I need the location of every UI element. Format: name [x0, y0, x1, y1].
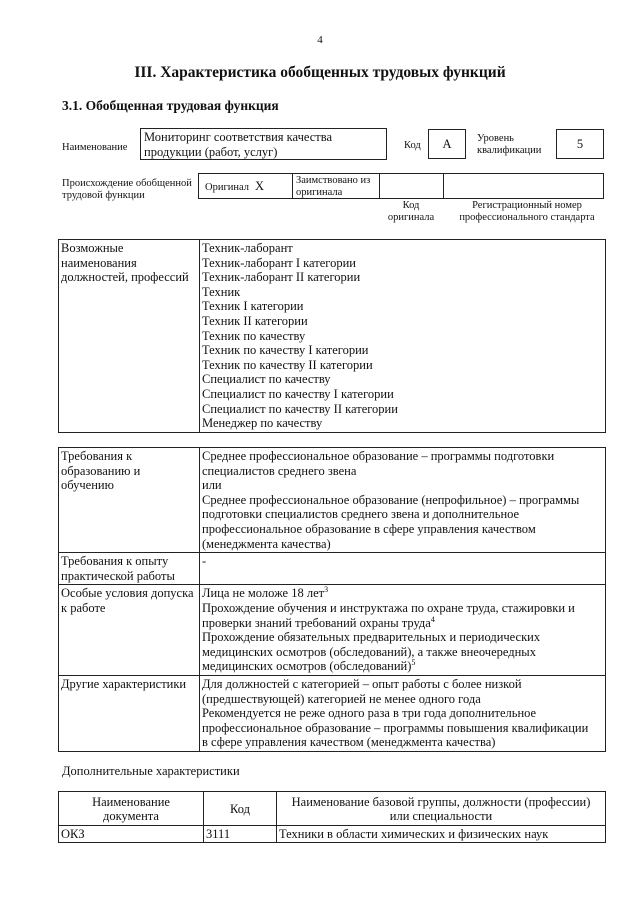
special-label-line: Особые условия допуска — [61, 586, 194, 601]
additional-header-row — [59, 792, 606, 826]
special-conditions-row — [59, 585, 606, 676]
other-value-cell — [200, 675, 606, 751]
position-item: Специалист по качеству I категории — [202, 386, 394, 401]
education-line: подготовки специалистов среднего звена и дополнительное — [202, 507, 520, 522]
other-line: Рекомендуется не реже одного раза в три года дополнительное — [202, 706, 537, 721]
origin-label — [62, 178, 192, 202]
origin-divider-1 — [292, 174, 294, 198]
special-line — [202, 659, 603, 674]
code-value-box: А — [428, 129, 466, 159]
position-item: Специалист по качеству — [202, 372, 331, 387]
row-name-cell: Техники в области химических и физических наук — [277, 826, 606, 843]
position-item: Техник по качеству — [202, 328, 306, 343]
code-original-caption — [380, 200, 442, 224]
subsection-title: 3.1. Обобщенная трудовая функция — [62, 98, 279, 113]
other-label-line: Другие характеристики — [61, 676, 187, 691]
reg-number-caption — [450, 200, 604, 224]
footnote-ref: 5 — [411, 658, 416, 668]
other-line: в сфере управления качеством (менеджмента качества) — [202, 735, 496, 750]
education-line: профессиональное образование в сфере управления качеством — [202, 521, 536, 536]
additional-table — [58, 791, 606, 843]
original-label: Оригинал — [205, 182, 249, 193]
header-doc-line: документа — [103, 808, 159, 823]
level-label-line1: Уровень — [477, 133, 514, 144]
special-line — [202, 616, 603, 631]
position-item: Техник — [202, 284, 241, 299]
code-original-line2: оригинала — [387, 212, 435, 223]
experience-label-line: Требования к опыту — [61, 554, 169, 569]
header-doc-line: Наименование — [92, 794, 170, 809]
position-item: Техник по качеству II категории — [202, 357, 373, 372]
code-label: Код — [404, 140, 421, 151]
special-line-text: Лица не моложе 18 лет — [202, 586, 325, 601]
original-mark: X — [255, 179, 265, 193]
special-line — [202, 586, 603, 601]
borrowed-line2: оригинала — [296, 187, 343, 198]
position-item: Техник по качеству I категории — [202, 343, 369, 358]
level-label-line2: квалификации — [477, 145, 542, 156]
positions-label-line: наименования — [61, 255, 137, 270]
position-item: Техник I категории — [202, 299, 304, 314]
position-item: Техник II категории — [202, 313, 308, 328]
position-item: Менеджер по качеству — [202, 416, 323, 431]
reg-number-line2: профессионального стандарта — [459, 212, 595, 223]
requirements-table — [58, 447, 606, 752]
experience-label-cell — [59, 553, 200, 585]
page-number: 4 — [317, 34, 323, 46]
code-original-line1: Код — [402, 200, 420, 211]
position-item: Техник-лаборант I категории — [202, 255, 356, 270]
special-line: Прохождение обязательных предварительных и периодических — [202, 630, 541, 645]
name-value-line2: продукции (работ, услуг) — [144, 145, 278, 159]
positions-list-cell — [200, 240, 606, 433]
special-line: Прохождение обучения и инструктажа по охране труда, стажировки и — [202, 600, 575, 615]
row-doc-cell: ОКЗ — [59, 826, 204, 843]
other-line: Для должностей с категорией – опыт работы с более низкой — [202, 676, 522, 691]
additional-title: Дополнительные характеристики — [62, 764, 240, 778]
header-doc-cell — [59, 792, 204, 826]
special-line-text: медицинских осмотров (обследований) — [202, 659, 412, 674]
education-label-line: обучению — [61, 478, 114, 493]
header-name-line: или специальности — [389, 808, 493, 823]
name-label: Наименование — [62, 142, 128, 153]
origin-divider-2 — [379, 174, 381, 198]
reg-number-line1: Регистрационный номер — [472, 200, 582, 211]
other-line: (предшествующей) категорией не менее одного года — [202, 691, 481, 706]
special-label-line: к работе — [61, 600, 106, 615]
education-label-line: образованию и — [61, 463, 141, 478]
origin-label-line1: Происхождение обобщенной — [62, 178, 192, 189]
positions-label-cell — [59, 240, 200, 433]
special-label-cell — [59, 585, 200, 676]
experience-value-cell: - — [200, 553, 606, 585]
experience-label-line: практической работы — [61, 568, 175, 583]
header-name-cell — [277, 792, 606, 826]
education-label-cell — [59, 448, 200, 553]
other-characteristics-row — [59, 675, 606, 751]
level-label — [477, 133, 541, 157]
origin-box — [198, 173, 604, 199]
borrowed-line1: Заимствовано из — [296, 175, 371, 186]
education-line: специалистов среднего звена — [202, 463, 357, 478]
education-label-line: Требования к — [61, 449, 133, 463]
experience-row — [59, 553, 606, 585]
header-code-cell: Код — [204, 792, 277, 826]
education-row — [59, 448, 606, 553]
education-line: (менеджмента качества) — [202, 536, 331, 551]
special-line: медицинских осмотров (обследований), а также внеочередных — [202, 644, 536, 659]
header-name-line: Наименование базовой группы, должности (профессии) — [291, 794, 591, 809]
table-row — [59, 826, 606, 843]
positions-label-line: должностей, профессий — [61, 270, 189, 285]
origin-divider-3 — [443, 174, 445, 198]
origin-label-line2: трудовой функции — [62, 190, 145, 201]
special-line-text: проверки знаний требований охраны труда — [202, 615, 431, 630]
other-line: профессиональное образование – программы повышения квалификации — [202, 720, 589, 735]
footnote-ref: 3 — [324, 585, 329, 595]
education-line: или — [202, 478, 222, 493]
positions-label-line: Возможные — [61, 241, 124, 255]
position-item: Техник-лаборант — [202, 241, 293, 255]
education-line: Среднее профессиональное образование – программы подготовки — [202, 449, 555, 463]
level-value-box: 5 — [556, 129, 604, 159]
positions-table — [58, 239, 606, 433]
row-code-cell: 3111 — [204, 826, 277, 843]
other-label-cell — [59, 675, 200, 751]
name-value-box — [140, 128, 387, 160]
education-value-cell — [200, 448, 606, 553]
section-title: III. Характеристика обобщенных трудовых функций — [134, 64, 506, 81]
name-value-line1: Мониторинг соответствия качества — [144, 130, 333, 144]
education-line: Среднее профессиональное образование (непрофильное) – программы — [202, 492, 580, 507]
borrowed-label — [296, 175, 370, 199]
footnote-ref: 4 — [430, 614, 435, 624]
position-item: Специалист по качеству II категории — [202, 401, 398, 416]
position-item: Техник-лаборант II категории — [202, 270, 361, 285]
special-value-cell — [200, 585, 606, 676]
